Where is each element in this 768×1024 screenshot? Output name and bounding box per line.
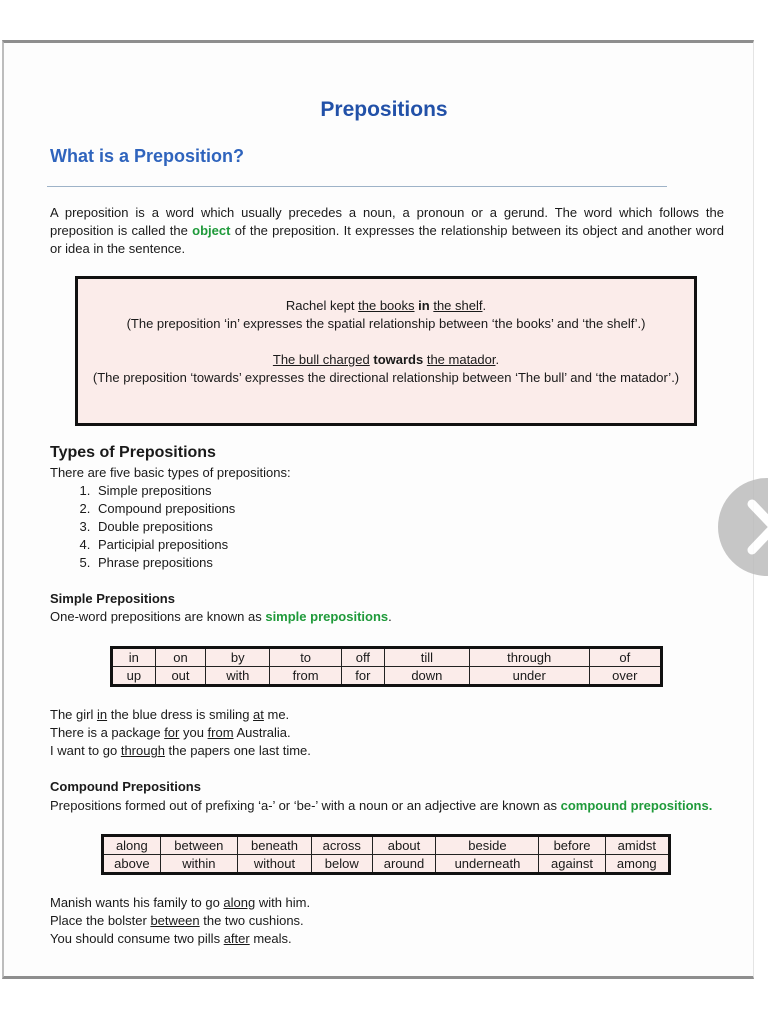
table-cell: of (589, 648, 661, 667)
table-cell: without (238, 855, 312, 874)
compound-example-1 (50, 894, 310, 912)
simple-example-2 (50, 724, 291, 742)
simple-prepositions-table (110, 646, 663, 687)
table-cell: with (206, 667, 270, 686)
example-underlined: the books (358, 298, 415, 313)
section-heading-what-is: What is a Preposition? (50, 146, 245, 166)
table-cell: above (103, 855, 161, 874)
simple-heading: Simple Prepositions (50, 591, 175, 606)
definition-text: One-word prepositions are known as (50, 609, 266, 624)
example-text: Australia. (233, 725, 291, 740)
table-cell: across (311, 836, 372, 855)
example-preposition: for (164, 725, 180, 740)
table-cell: between (160, 836, 237, 855)
table-cell: to (270, 648, 342, 667)
example-preposition: from (207, 725, 234, 740)
example-text: Rachel kept (285, 298, 359, 313)
simple-example-3 (50, 742, 311, 760)
definition-text: of the preposition. It expresses the relationship between its object and another word or idea in the sentence. (50, 223, 724, 256)
table-cell: up (112, 667, 156, 686)
compound-example-2 (50, 912, 304, 930)
definition-text: A preposition is a word which usually precedes a noun, a pronoun or a gerund. The word which follows the preposition is called the (50, 205, 724, 238)
table-row (112, 667, 662, 686)
definition-text: . (708, 798, 713, 813)
table-cell: along (103, 836, 161, 855)
example-text: me. (263, 707, 290, 722)
list-item: 5. Phrase prepositions (94, 554, 235, 572)
example-text: meals. (249, 931, 292, 946)
term-compound-prepositions: compound prepositions (560, 798, 709, 813)
table-cell: among (605, 855, 669, 874)
viewer-background (0, 0, 768, 40)
table-cell: about (372, 836, 436, 855)
table-cell: against (539, 855, 605, 874)
example-preposition: at (253, 707, 264, 722)
example-sentence-1 (88, 297, 684, 315)
example-preposition: after (223, 931, 250, 946)
example-sentence-2 (88, 351, 684, 369)
table-cell: through (469, 648, 589, 667)
example-note-1: (The preposition ‘in’ expresses the spatial relationship between ‘the books’ and ‘the shelf’.) (126, 316, 646, 331)
simple-definition (50, 608, 392, 626)
table-cell: beneath (238, 836, 312, 855)
example-text: The girl (50, 707, 97, 722)
list-item: 2. Compound prepositions (94, 500, 235, 518)
table-row (103, 836, 670, 855)
compound-definition (50, 797, 724, 815)
list-item: 3. Double prepositions (94, 518, 235, 536)
table-cell: below (311, 855, 372, 874)
compound-example-3 (50, 930, 292, 948)
table-cell: down (384, 667, 469, 686)
example-preposition: in (418, 298, 430, 313)
table-cell: on (155, 648, 206, 667)
example-text: the papers one last time. (164, 743, 311, 758)
example-box (75, 276, 697, 426)
table-cell: under (469, 667, 589, 686)
example-underlined: the shelf (433, 298, 483, 313)
simple-example-1 (50, 706, 289, 724)
table-row (112, 648, 662, 667)
definition-paragraph (50, 204, 724, 258)
compound-heading: Compound Prepositions (50, 779, 201, 794)
table-row (103, 855, 670, 874)
example-text: I want to go (50, 743, 121, 758)
definition-text: . (388, 609, 392, 624)
example-underlined: the matador (426, 352, 496, 367)
table-cell: around (372, 855, 436, 874)
example-text: with him. (255, 895, 311, 910)
table-cell: off (341, 648, 384, 667)
table-cell: amidst (605, 836, 669, 855)
table-cell: underneath (436, 855, 539, 874)
example-note-2: (The preposition ‘towards’ expresses the directional relationship between ‘The bull’ and ‘the matador’.) (92, 370, 680, 385)
example-preposition: between (150, 913, 200, 928)
table-cell: for (341, 667, 384, 686)
page-title: Prepositions (320, 98, 448, 121)
table-cell: within (160, 855, 237, 874)
example-text: You should consume two pills (50, 931, 224, 946)
example-text: Manish wants his family to go (50, 895, 224, 910)
types-list (50, 482, 235, 572)
chevron-right-icon (744, 498, 768, 556)
term-simple-prepositions: simple prepositions (265, 609, 389, 624)
term-object: object (192, 223, 231, 238)
example-text: There is a package (50, 725, 165, 740)
viewer-background (0, 981, 768, 1024)
table-cell: over (589, 667, 661, 686)
example-text: . (495, 352, 500, 367)
table-cell: by (206, 648, 270, 667)
example-text: . (482, 298, 487, 313)
example-text: Place the bolster (50, 913, 151, 928)
example-text: the two cushions. (199, 913, 304, 928)
types-intro: There are five basic types of prepositions: (50, 465, 291, 480)
types-heading: Types of Prepositions (50, 444, 216, 461)
table-cell: in (112, 648, 156, 667)
table-cell: from (270, 667, 342, 686)
list-item: 1. Simple prepositions (94, 482, 235, 500)
example-text: you (179, 725, 208, 740)
table-cell: out (155, 667, 206, 686)
list-item: 4. Participial prepositions (94, 536, 235, 554)
example-preposition: towards (373, 352, 424, 367)
definition-text: Prepositions formed out of prefixing ‘a-’ or ‘be-’ with a noun or an adjective are known as (50, 798, 561, 813)
example-preposition: through (120, 743, 165, 758)
heading-divider (47, 186, 667, 187)
example-underlined: The bull charged (272, 352, 370, 367)
table-cell: beside (436, 836, 539, 855)
example-preposition: in (96, 707, 108, 722)
example-preposition: along (223, 895, 256, 910)
compound-prepositions-table (101, 834, 671, 875)
table-cell: till (384, 648, 469, 667)
table-cell: before (539, 836, 605, 855)
example-text: the blue dress is smiling (107, 707, 254, 722)
